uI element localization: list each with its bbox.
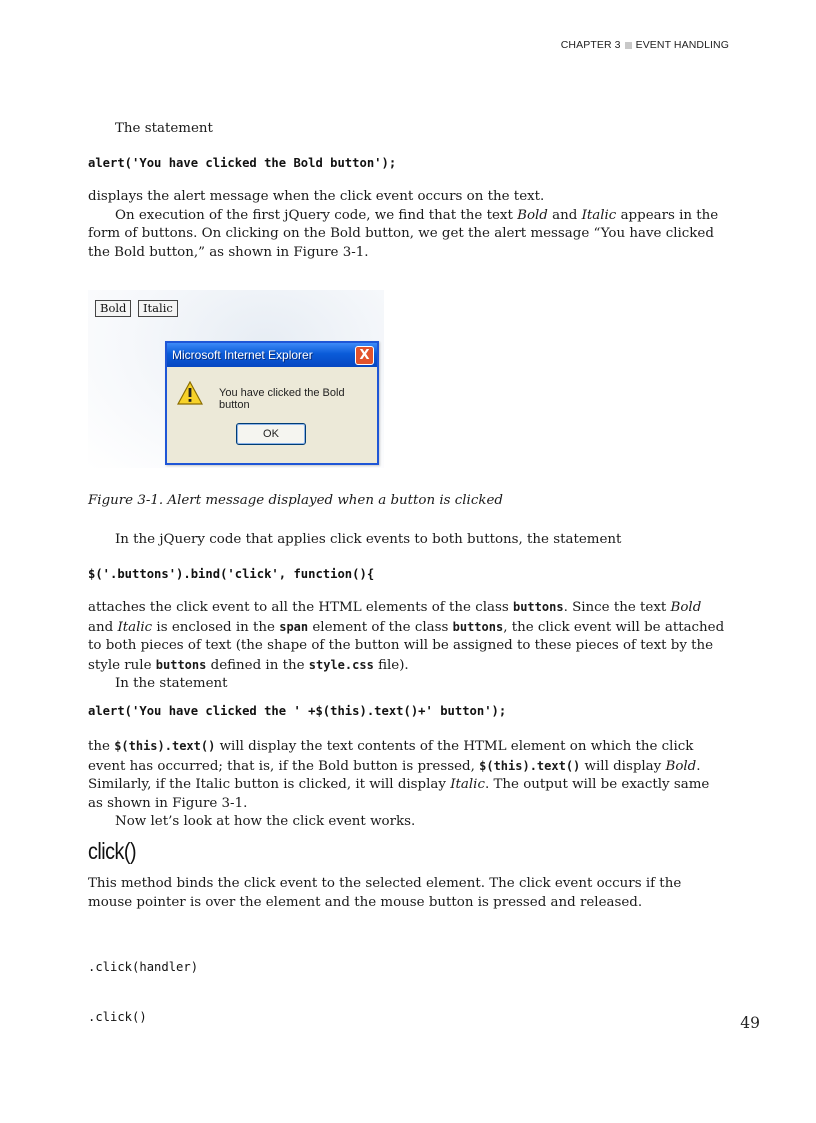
italic-italic-word: Italic bbox=[581, 207, 617, 223]
chapter-label: CHAPTER 3 bbox=[560, 39, 621, 51]
separator-square-icon bbox=[625, 42, 632, 49]
text-run: the bbox=[88, 739, 115, 754]
figure-caption: Figure 3-1. Alert message displayed when a button is clicked bbox=[88, 493, 503, 508]
italic-bold-word: Bold bbox=[517, 207, 548, 223]
statement-label: The statement bbox=[115, 121, 213, 136]
intro-statement bbox=[88, 120, 728, 139]
alert-dialog bbox=[165, 341, 379, 465]
inline-code: span bbox=[279, 619, 309, 634]
ok-button[interactable]: OK bbox=[236, 423, 306, 445]
italic-italic-word: Italic bbox=[117, 619, 153, 635]
text-run: . Since the text bbox=[563, 600, 671, 615]
inline-code: style.css bbox=[308, 657, 374, 672]
text-run: . Similarly, if the Italic button is clicked, it will display bbox=[88, 758, 701, 792]
section2-paragraphs bbox=[88, 598, 728, 694]
inline-code: buttons bbox=[452, 619, 504, 634]
text-run: is enclosed in the bbox=[152, 619, 280, 635]
page-number: 49 bbox=[740, 1014, 760, 1032]
text-run: will display the text contents of the HTML element on which the click event has occurred; that is, if the Bold button is pressed, bbox=[88, 739, 694, 774]
displays-paragraph: displays the alert message when the click event occurs on the text. bbox=[88, 189, 545, 204]
text-run: element of the class bbox=[308, 619, 453, 635]
click-signatures bbox=[88, 926, 198, 1058]
inline-code: buttons bbox=[512, 600, 564, 614]
warning-icon bbox=[177, 381, 203, 405]
section-label: EVENT HANDLING bbox=[635, 39, 729, 51]
click-description bbox=[88, 875, 728, 912]
italic-bold-word: Bold bbox=[665, 758, 697, 774]
in-the-statement: In the statement bbox=[115, 676, 228, 691]
bold-button[interactable]: Bold bbox=[95, 300, 131, 317]
signature-click-handler: .click(handler) bbox=[88, 960, 199, 974]
text-run: On execution of the first jQuery code, we find that the text bbox=[115, 207, 518, 223]
italic-button[interactable]: Italic bbox=[138, 300, 178, 317]
section2-explanation bbox=[88, 737, 728, 832]
italic-italic-word: Italic bbox=[450, 777, 485, 792]
dialog-title: Microsoft Internet Explorer bbox=[172, 348, 313, 362]
text-run: . The output will be exactly same as shown in Figure 3-1. bbox=[88, 777, 710, 811]
italic-bold-word: Bold bbox=[670, 600, 702, 615]
text-run: defined in the bbox=[206, 657, 309, 673]
text-run: appears in the form of buttons. On clicking on the Bold button, we get the alert message “You have clicked the Bold button,” as shown in Figure 3-1. bbox=[88, 207, 719, 260]
close-icon[interactable]: X bbox=[355, 346, 374, 365]
code-block-alert-text: alert('You have clicked the ' +$(this).text()+' button'); bbox=[88, 704, 507, 718]
dialog-titlebar bbox=[167, 343, 377, 367]
running-head bbox=[561, 39, 729, 51]
text-run: attaches the click event to all the HTML elements of the class bbox=[88, 600, 513, 615]
text-run: and bbox=[88, 619, 118, 635]
section2-intro bbox=[88, 531, 728, 550]
text-run: , the click event will be attached to both pieces of text (the shape of the button will be assigned to these pieces of text by the style rule bbox=[88, 619, 725, 673]
code-block-alert-bold: alert('You have clicked the Bold button'); bbox=[88, 156, 397, 170]
attaches-paragraph bbox=[88, 598, 728, 675]
dialog-message: You have clicked the Bold button bbox=[219, 387, 345, 411]
lets-look-paragraph: Now let’s look at how the click event works. bbox=[115, 814, 416, 829]
execution-paragraph bbox=[88, 207, 728, 263]
text-run: and bbox=[547, 207, 582, 223]
code-block-bind: $('.buttons').bind('click', function(){ bbox=[88, 567, 375, 581]
inline-code: $(this).text() bbox=[114, 739, 216, 753]
intro-paragraphs bbox=[88, 188, 728, 262]
signature-click: .click() bbox=[88, 1009, 147, 1024]
bind-statement-intro: In the jQuery code that applies click events to both buttons, the statement bbox=[115, 532, 622, 547]
text-run: file). bbox=[373, 657, 409, 673]
click-description-text: This method binds the click event to the selected element. The click event occurs if the mouse pointer is over the element and the mouse button is pressed and released. bbox=[88, 876, 682, 910]
section-heading-click: click() bbox=[88, 838, 137, 864]
figure-3-1 bbox=[88, 290, 384, 468]
inline-code: buttons bbox=[155, 657, 207, 672]
inline-code: $(this).text() bbox=[479, 758, 581, 773]
text-run: will display bbox=[580, 758, 666, 774]
dialog-body bbox=[167, 367, 377, 461]
this-text-paragraph bbox=[88, 737, 728, 813]
